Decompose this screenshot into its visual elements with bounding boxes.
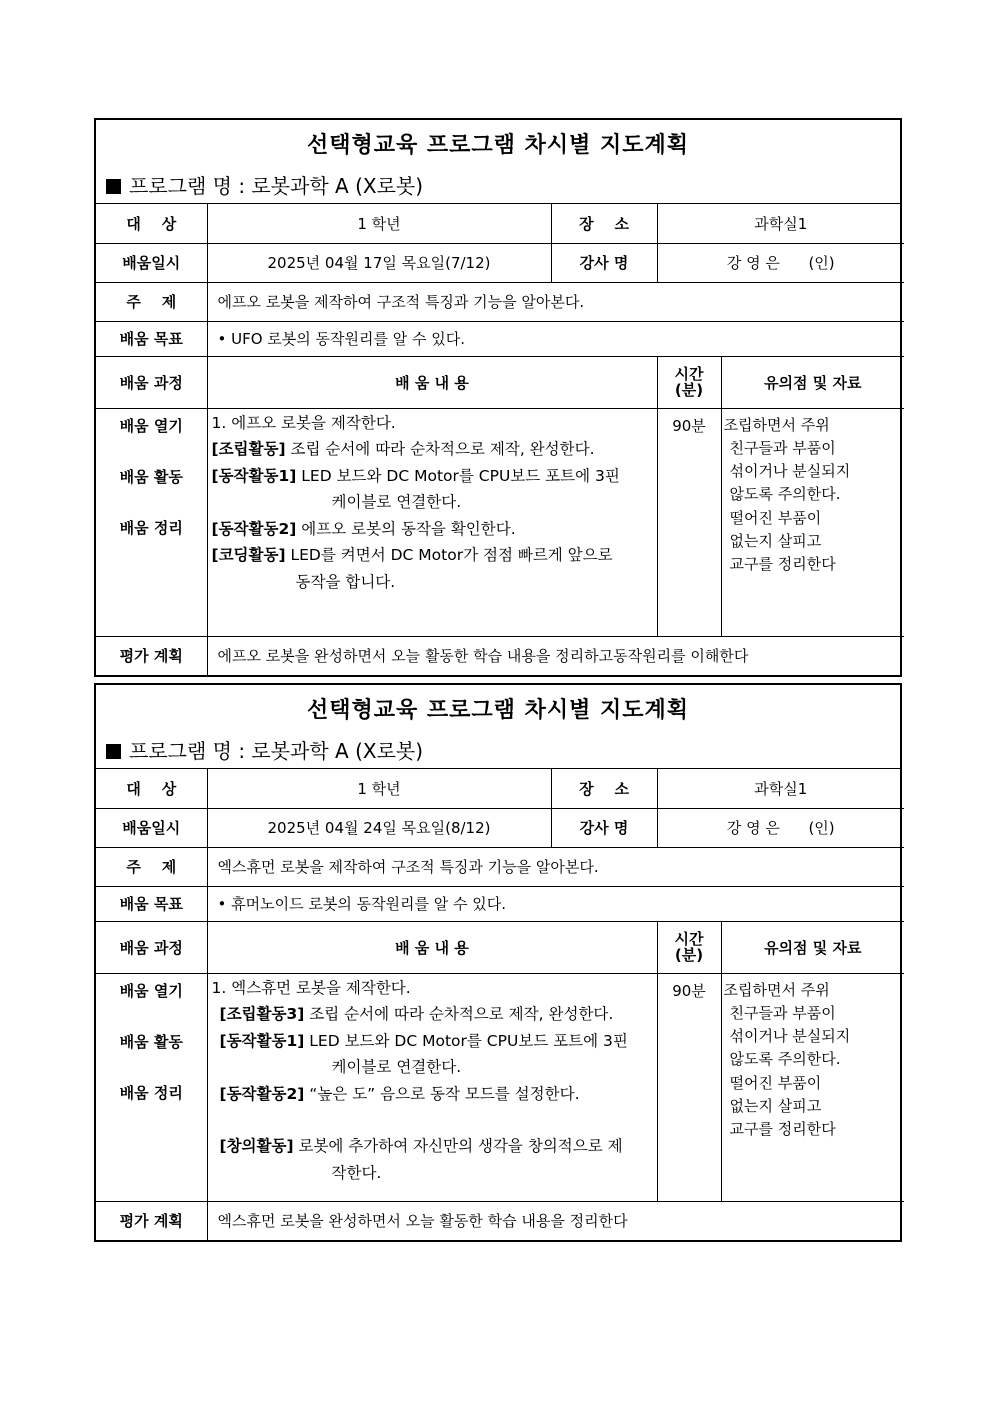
phase-list	[96, 973, 207, 1201]
notes-value: 조립하면서 주위 친구들과 부품이 섞이거나 분실되지 않도록 주의한다. 떨어진 부품이 없는지 살피고 교구를 정리한다	[721, 973, 904, 1201]
content-header: 배 움 내 용	[207, 356, 657, 408]
content-header: 배 움 내 용	[207, 921, 657, 973]
square-bullet-icon	[106, 179, 121, 194]
program-name: 프로그램 명 : 로봇과학 A (X로봇)	[129, 174, 424, 198]
date-label: 배움일시	[96, 243, 207, 282]
phase-list	[96, 408, 207, 636]
eval-value: 에프오 로봇을 완성하면서 오늘 활동한 학습 내용을 정리하고동작원리를 이해한다	[207, 636, 904, 675]
plan-table	[96, 204, 904, 675]
place-label: 장 소	[551, 769, 657, 808]
program-name-line	[106, 170, 423, 199]
program-name-line	[106, 735, 423, 764]
time-header: 시간 (분)	[657, 921, 721, 973]
content-line: [조립활동3] 조립 순서에 따라 순차적으로 제작, 완성한다.	[219, 1005, 614, 1023]
topic-label: 주 제	[96, 282, 207, 321]
content-line	[212, 1107, 653, 1133]
content-line: 케이블로 연결한다.	[331, 493, 462, 511]
notes-value: 조립하면서 주위 친구들과 부품이 섞이거나 분실되지 않도록 주의한다. 떨어진 부품이 없는지 살피고 교구를 정리한다	[721, 408, 904, 636]
content-line: 케이블로 연결한다.	[331, 1058, 462, 1076]
content-line: [동작활동2] “높은 도” 음으로 동작 모드를 설정한다.	[219, 1084, 580, 1103]
phase-item: 배움 열기	[119, 416, 183, 435]
content-line: 1. 엑스휴먼 로봇을 제작한다.	[211, 978, 411, 997]
time-value: 90분	[657, 408, 721, 636]
place-value: 과학실1	[657, 769, 904, 808]
phase-item: 배움 활동	[119, 467, 183, 486]
goal-value: • UFO 로봇의 동작원리를 알 수 있다.	[207, 321, 904, 356]
notes-header: 유의점 및 자료	[721, 921, 904, 973]
time-header: 시간 (분)	[657, 356, 721, 408]
document-title: 선택형교육 프로그램 차시별 지도계획	[306, 133, 689, 158]
square-bullet-icon	[106, 744, 121, 759]
document-title: 선택형교육 프로그램 차시별 지도계획	[306, 698, 689, 723]
date-label: 배움일시	[96, 808, 207, 847]
plan-header	[96, 685, 900, 769]
plan-table	[96, 769, 904, 1240]
place-value: 과학실1	[657, 204, 904, 243]
content-line: [창의활동] 로봇에 추가하여 자신만의 생각을 창의적으로 제	[219, 1137, 623, 1155]
teacher-value: 강 영 은 (인)	[657, 243, 904, 282]
eval-label: 평가 계획	[96, 636, 207, 675]
goal-value: • 휴머노이드 로봇의 동작원리를 알 수 있다.	[207, 886, 904, 921]
time-value: 90분	[657, 973, 721, 1201]
goal-label: 배움 목표	[96, 886, 207, 921]
content-line: 동작을 합니다.	[295, 572, 396, 591]
lesson-content	[207, 408, 657, 636]
phase-item: 배움 활동	[119, 1032, 183, 1051]
content-line: [코딩활동] LED를 켜면서 DC Motor가 점점 빠르게 앞으로	[211, 546, 613, 564]
phase-item: 배움 정리	[119, 1083, 183, 1102]
target-value: 1 학년	[207, 204, 551, 243]
date-value: 2025년 04월 24일 목요일(8/12)	[207, 808, 551, 847]
goal-label: 배움 목표	[96, 321, 207, 356]
lesson-plan-1	[94, 118, 902, 677]
content-line: [동작활동2] 에프오 로봇의 동작을 확인한다.	[211, 519, 516, 538]
content-line: 작한다.	[331, 1163, 382, 1182]
teacher-label: 강사 명	[551, 808, 657, 847]
teacher-value: 강 영 은 (인)	[657, 808, 904, 847]
target-label: 대 상	[96, 204, 207, 243]
lesson-plan-2	[94, 683, 902, 1242]
phase-item: 배움 정리	[119, 518, 183, 537]
lesson-content	[207, 973, 657, 1201]
process-header: 배움 과정	[96, 921, 207, 973]
content-line: [동작활동1] LED 보드와 DC Motor를 CPU보드 포트에 3핀	[211, 466, 620, 485]
teacher-label: 강사 명	[551, 243, 657, 282]
date-value: 2025년 04월 17일 목요일(7/12)	[207, 243, 551, 282]
target-label: 대 상	[96, 769, 207, 808]
eval-label: 평가 계획	[96, 1201, 207, 1240]
program-name: 프로그램 명 : 로봇과학 A (X로봇)	[129, 739, 424, 763]
place-label: 장 소	[551, 204, 657, 243]
notes-header: 유의점 및 자료	[721, 356, 904, 408]
topic-value: 에프오 로봇을 제작하여 구조적 특징과 기능을 알아본다.	[207, 282, 904, 321]
target-value: 1 학년	[207, 769, 551, 808]
topic-label: 주 제	[96, 847, 207, 886]
process-header: 배움 과정	[96, 356, 207, 408]
topic-value: 엑스휴먼 로봇을 제작하여 구조적 특징과 기능을 알아본다.	[207, 847, 904, 886]
phase-item: 배움 열기	[119, 981, 183, 1000]
content-line: [조립활동] 조립 순서에 따라 순차적으로 제작, 완성한다.	[211, 440, 595, 458]
content-line: [동작활동1] LED 보드와 DC Motor를 CPU보드 포트에 3핀	[219, 1031, 628, 1050]
eval-value: 엑스휴먼 로봇을 완성하면서 오늘 활동한 학습 내용을 정리한다	[207, 1201, 904, 1240]
plan-header	[96, 120, 900, 204]
content-line: 1. 에프오 로봇을 제작한다.	[211, 413, 396, 432]
